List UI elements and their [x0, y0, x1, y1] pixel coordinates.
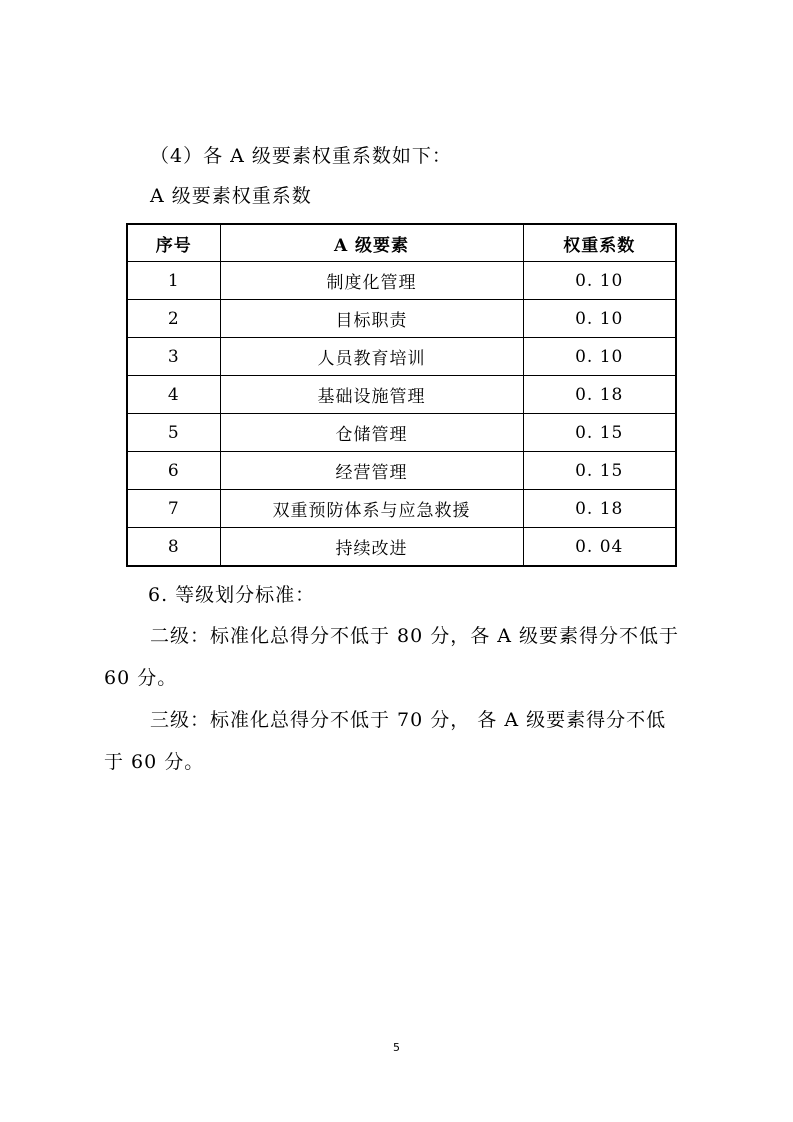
table-row: [127, 452, 676, 490]
row-element: 双重预防体系与应急救援: [220, 490, 523, 528]
row-index: 1: [127, 262, 220, 300]
table-row: [127, 414, 676, 452]
row-element: 经营管理: [220, 452, 523, 490]
row-index: 5: [127, 414, 220, 452]
row-index: 3: [127, 338, 220, 376]
row-element: 制度化管理: [220, 262, 523, 300]
table-row: [127, 376, 676, 414]
row-index: 4: [127, 376, 220, 414]
row-weight: 0. 18: [523, 490, 676, 528]
row-weight: 0. 10: [523, 300, 676, 338]
row-element: 基础设施管理: [220, 376, 523, 414]
row-element: 目标职责: [220, 300, 523, 338]
table-row: [127, 262, 676, 300]
weights-table: [126, 223, 677, 567]
grading-standard-heading: 6. 等级划分标准：: [148, 584, 316, 606]
table-caption: A 级要素权重系数: [150, 185, 312, 207]
row-weight: 0. 04: [523, 528, 676, 567]
row-element: 人员教育培训: [220, 338, 523, 376]
page-number: 5: [393, 1041, 400, 1054]
level-three-criteria-line2: 于 60 分。: [104, 751, 205, 773]
row-index: 6: [127, 452, 220, 490]
intro-paragraph: （4）各 A 级要素权重系数如下：: [150, 145, 452, 167]
row-weight: 0. 10: [523, 262, 676, 300]
table-header-row: [127, 224, 676, 262]
header-element: A 级要素: [220, 224, 523, 262]
table-row: [127, 300, 676, 338]
row-index: 7: [127, 490, 220, 528]
row-element: 仓储管理: [220, 414, 523, 452]
row-weight: 0. 15: [523, 414, 676, 452]
row-element: 持续改进: [220, 528, 523, 567]
header-index: 序号: [127, 224, 220, 262]
row-index: 8: [127, 528, 220, 567]
row-weight: 0. 15: [523, 452, 676, 490]
level-two-criteria-line2: 60 分。: [104, 667, 178, 689]
row-weight: 0. 10: [523, 338, 676, 376]
table-row: [127, 528, 676, 567]
level-three-criteria-line1: 三级：标准化总得分不低于 70 分， 各 A 级要素得分不低: [150, 709, 667, 731]
row-index: 2: [127, 300, 220, 338]
row-weight: 0. 18: [523, 376, 676, 414]
table-row: [127, 490, 676, 528]
header-weight: 权重系数: [523, 224, 676, 262]
table-row: [127, 338, 676, 376]
level-two-criteria-line1: 二级：标准化总得分不低于 80 分，各 A 级要素得分不低于: [150, 625, 680, 647]
